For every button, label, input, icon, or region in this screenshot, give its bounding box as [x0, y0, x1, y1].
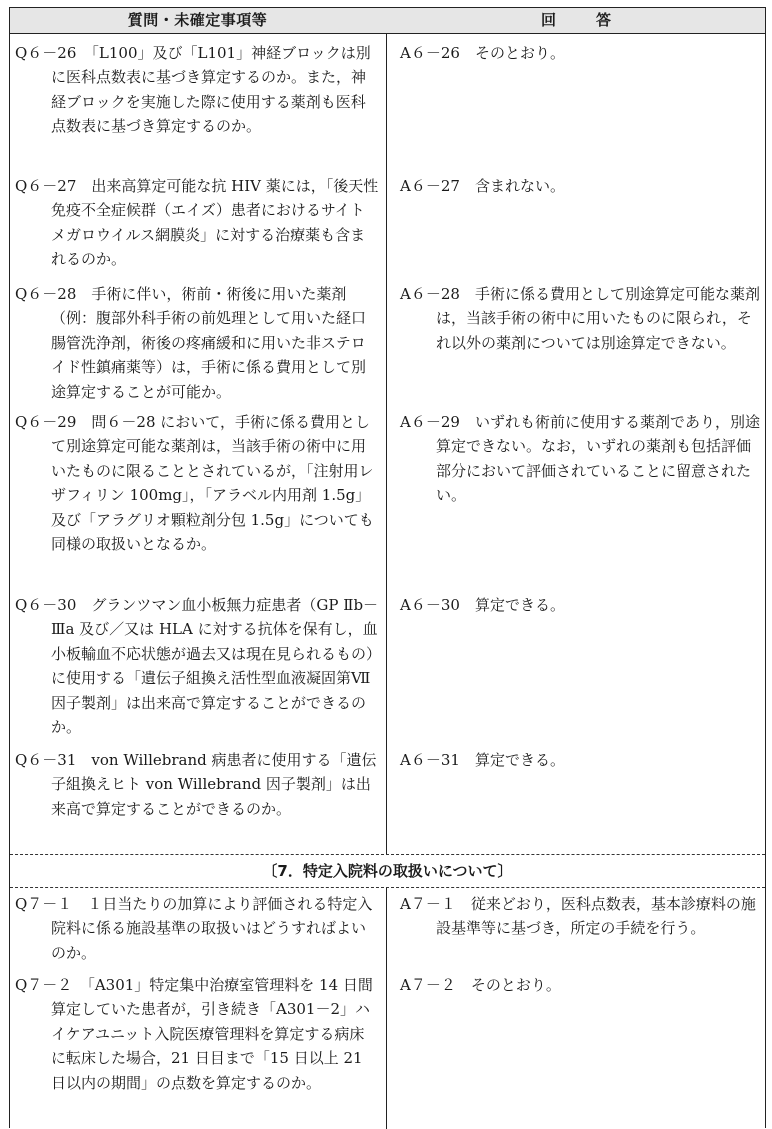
- question-cell: [15, 973, 379, 1095]
- question-text: 「L100」及び「L101」神経ブロックは別に医科点数表に基づき算定するのか。また，神経ブロックを実施した際に使用する薬剤も医科点数表に基づき算定するのか。: [51, 44, 371, 136]
- answer-id: A６－30: [400, 596, 460, 614]
- question-cell: [15, 748, 379, 821]
- question-cell: [15, 174, 379, 272]
- column-divider: [386, 888, 387, 1129]
- question-id: Q６－27: [15, 177, 77, 195]
- answer-cell: [400, 892, 762, 941]
- answer-text: 手術に係る費用として別途算定可能な薬剤は，当該手術の術中に用いたものに限られ，それ以外の薬剤については別途算定できない。: [436, 285, 760, 352]
- question-text: 「A301」特定集中治療室管理料を 14 日間算定していた患者が，引き続き「A301－2」ハイケアユニット入院医療管理料を算定する病床に転床した場合，21 日目まで「15 日以上 21 日以内の期間」の点数を算定するのか。: [51, 976, 373, 1092]
- question-id: Q７－１: [15, 895, 73, 913]
- qa-table: [9, 7, 766, 1128]
- answer-id: A７－２: [400, 976, 456, 994]
- question-id: Q６－29: [15, 413, 77, 431]
- answer-id: A６－29: [400, 413, 460, 431]
- answer-id: A６－26: [400, 44, 460, 62]
- answer-text: そのとおり。: [474, 44, 565, 62]
- answer-text: 従来どおり，医科点数表，基本診療料の施設基準等に基づき，所定の手続を行う。: [436, 895, 756, 938]
- answer-column-header: 回答: [540, 11, 651, 29]
- question-text: 問６－28 において，手術に係る費用として別途算定可能な薬剤は，当該手術の術中に用いたものに限ることとされているが，「注射用レザフィリン 100mg」，「アラベル内用剤 1.5g」及び「アラグリオ顆粒剤分包 1.5g」についても同様の取扱いとなるか。: [51, 413, 374, 554]
- answer-text: いずれも術前に使用する薬剤であり，別途算定できない。なお，いずれの薬剤も包括評価部分において評価されていることに留意されたい。: [436, 413, 760, 505]
- question-id: Q６－26: [15, 44, 77, 62]
- answer-cell: [400, 282, 762, 355]
- table-header: [10, 8, 765, 34]
- question-text: 手術に伴い，術前・術後に用いた薬剤（例：腹部外科手術の前処理として用いた経口腸管洗浄剤，術後の疼痛緩和に用いた非ステロイド性鎮痛薬等）は，手術に係る費用として別途算定することが可能か。: [51, 285, 367, 401]
- answer-cell: [400, 41, 762, 65]
- answer-cell: [400, 174, 762, 198]
- section-heading: 〔7．特定入院料の取扱いについて〕: [10, 855, 765, 888]
- question-column-header: 質問・未確定事項等: [127, 11, 268, 29]
- question-id: Q６－28: [15, 285, 77, 303]
- question-text: グランツマン血小板無力症患者（GP Ⅱb－Ⅲa 及び／又は HLA に対する抗体を保有し，血小板輸血不応状態が過去又は現在見られるもの）に使用する「遺伝子組換え活性型血液凝固第Ⅶ因子製剤」は出来高で算定することができるのか。: [51, 596, 379, 737]
- question-cell: [15, 282, 379, 404]
- question-cell: [15, 41, 379, 139]
- question-id: Q６－30: [15, 596, 77, 614]
- answer-cell: [400, 410, 762, 508]
- question-id: Q７－２: [15, 976, 73, 994]
- question-text: 出来高算定可能な抗 HIV 薬には，「後天性免疫不全症候群（エイズ）患者におけるサイトメガロウイルス網膜炎」に対する治療薬も含まれるのか。: [51, 177, 379, 269]
- answer-id: A６－28: [400, 285, 460, 303]
- answer-text: 算定できる。: [474, 751, 565, 769]
- answer-text: 含まれない。: [474, 177, 565, 195]
- question-cell: [15, 410, 379, 556]
- answer-id: A６－27: [400, 177, 460, 195]
- question-cell: [15, 892, 379, 965]
- answer-cell: [400, 973, 762, 997]
- answer-id: A７－１: [400, 895, 456, 913]
- answer-text: そのとおり。: [470, 976, 561, 994]
- answer-cell: [400, 748, 762, 772]
- question-id: Q６－31: [15, 751, 77, 769]
- question-cell: [15, 593, 379, 739]
- question-text: １日当たりの加算により評価される特定入院料に係る施設基準の取扱いはどうすればよいのか。: [51, 895, 373, 962]
- answer-text: 算定できる。: [474, 596, 565, 614]
- question-text: von Willebrand 病患者に使用する「遺伝子組換えヒト von Willebrand 因子製剤」は出来高で算定することができるのか。: [51, 751, 377, 818]
- column-divider: [386, 34, 387, 854]
- answer-cell: [400, 593, 762, 617]
- answer-id: A６－31: [400, 751, 460, 769]
